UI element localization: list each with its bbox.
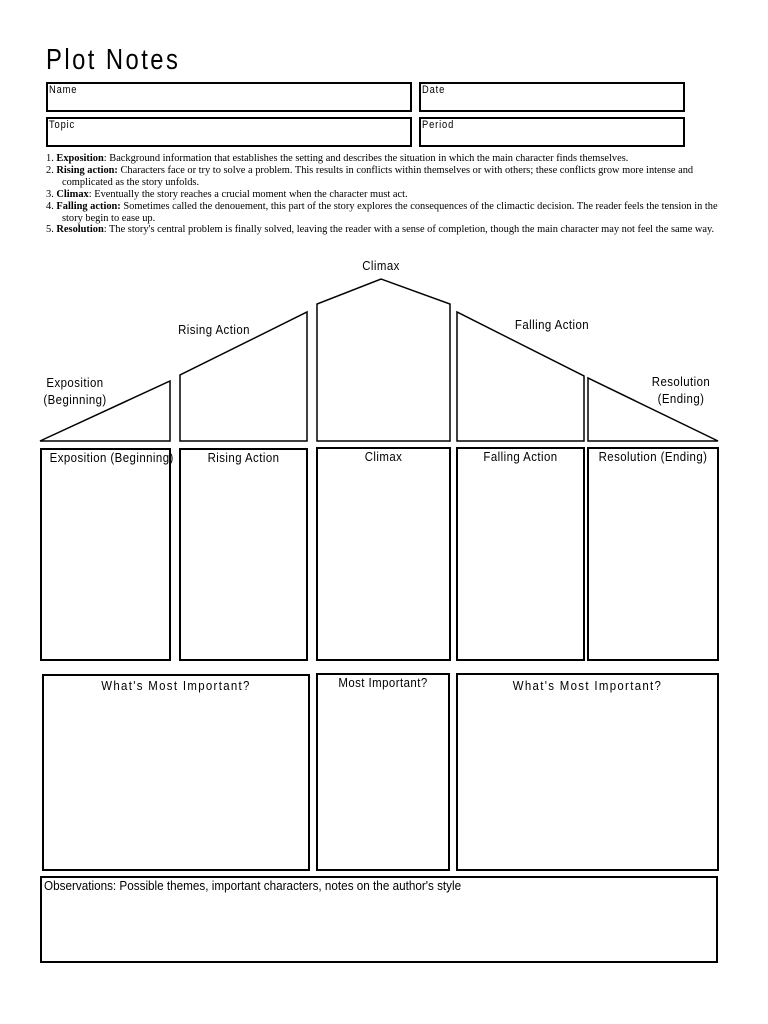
exposition-box-label: Exposition (Beginning) [49,450,174,465]
rising-action-box-label: Rising Action [207,450,280,465]
definition-resolution: 5. Resolution: The story's central problem is finally solved, leaving the reader with a sense of completion, though the main character may not feel the same way. [46,224,715,236]
most-important-middle-box[interactable] [316,673,450,871]
most-important-left-box[interactable] [42,674,310,871]
most-important-right-label: What's Most Important? [512,678,663,693]
climax-box-label: Climax [364,449,403,464]
observations-box[interactable] [40,876,718,963]
period-label: Period [422,119,455,131]
diagram-label-resolution: Resolution (Ending) [651,374,711,406]
climax-shape [317,279,450,441]
page-title: Plot Notes [46,44,181,76]
date-label: Date [422,84,446,96]
rising-action-notes-box[interactable] [179,448,308,661]
climax-notes-box[interactable] [316,447,451,661]
exposition-notes-box[interactable] [40,448,174,661]
falling-action-box-label: Falling Action [483,449,558,464]
most-important-left-label: What's Most Important? [101,678,251,693]
definition-climax: 3. Climax: Eventually the story reaches a crucial moment when the character must act. [46,188,408,200]
name-label: Name [49,84,78,96]
definition-rising-action: 2. Rising action: Characters face or try to solve a problem. This results in conflicts within themselves or with others; these conflicts grow more intense and complicated as the story unfolds. [46,164,694,188]
falling-action-notes-box[interactable] [456,447,585,661]
most-important-middle-label: Most Important? [338,675,428,690]
observations-label: Observations: Possible themes, important characters, notes on the author's style [44,878,462,893]
most-important-right-box[interactable] [456,673,719,871]
diagram-label-climax: Climax [362,258,400,273]
resolution-notes-box[interactable] [587,447,719,661]
diagram-label-rising-action: Rising Action [178,322,250,337]
definition-falling-action: 4. Falling action: Sometimes called the denouement, this part of the story explores the consequences of the climactic decision. The reader feels the tension in the story begin to ease up. [46,200,718,224]
resolution-box-label: Resolution (Ending) [598,449,708,464]
topic-label: Topic [49,119,76,131]
diagram-label-falling-action: Falling Action [514,317,590,332]
definition-exposition: 1. Exposition: Background information that establishes the setting and describes the situation in which the main character finds themselves. [46,153,629,164]
diagram-label-exposition: Exposition (Beginning) [43,375,107,407]
